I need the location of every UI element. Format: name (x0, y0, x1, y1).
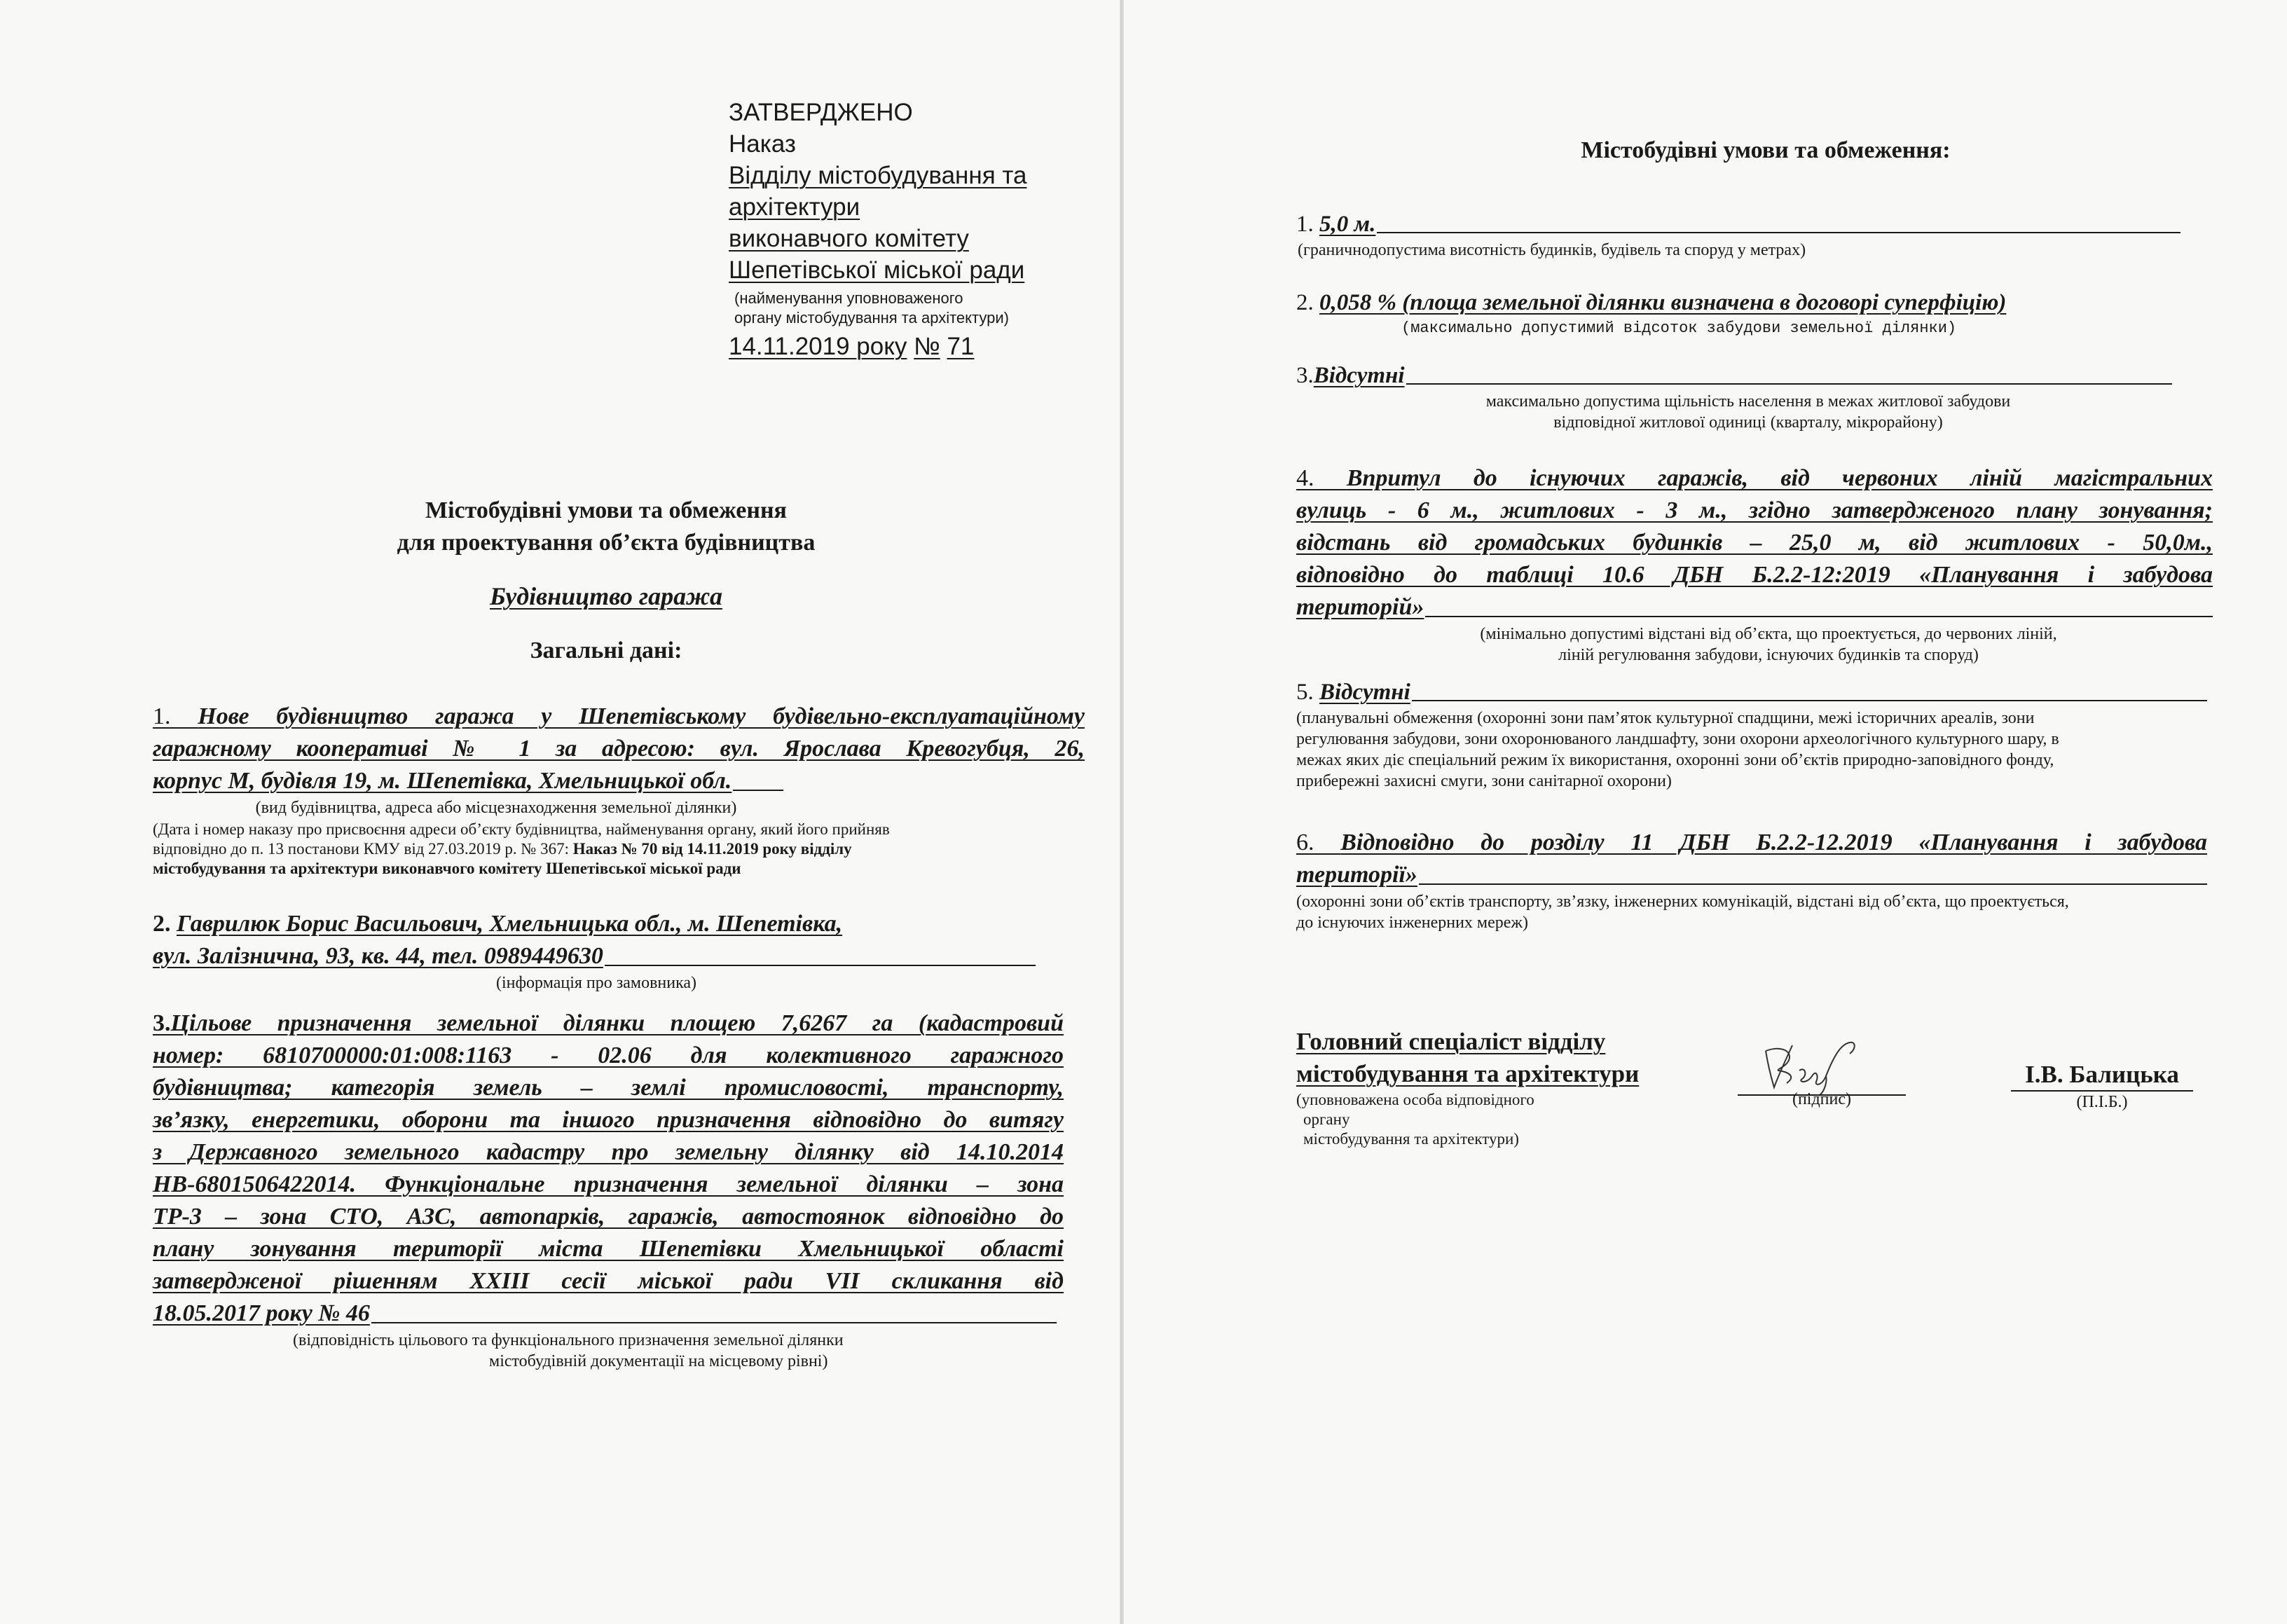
signatory-caption (1296, 1090, 1689, 1149)
right-item6-caption (1296, 891, 2207, 933)
right-item4-number: 4. (1296, 465, 1314, 491)
left-item3-line: ТР-3 – зона СТО, АЗС, автопарків, гаражів, автостоянок відповідно до (153, 1204, 1064, 1230)
left-item1-line1 (153, 701, 1085, 733)
signatory-position-line2: містобудування та архітектури (1296, 1060, 1640, 1087)
right-item6-text2: території» (1296, 862, 1417, 888)
right-item3-caption-line2: відповідної житлової одиниці (кварталу, мікрорайону) (1553, 413, 1943, 432)
right-item-4 (1296, 462, 2213, 666)
left-item3-line: НВ-6801506422014. Функціональне призначення земельної ділянки – зона (153, 1171, 1064, 1197)
right-item4-line2: вулиць - 6 м., житлових - 3 м., згідно затвердженого плану зонування; (1296, 497, 2213, 523)
right-item-2 (1296, 287, 2180, 339)
right-item6-line1 (1296, 827, 2207, 859)
left-item3-caption (153, 1330, 1064, 1372)
left-item1-note-plain: відповідно до п. 13 постанови КМУ від 27.03.2019 р. № 367: (153, 840, 573, 858)
signatory-caption-line1: (уповноважена особа відповідного (1296, 1091, 1534, 1108)
approval-number-label: № (914, 333, 940, 360)
left-item-3 (153, 1007, 1064, 1372)
object-name-block (175, 582, 1037, 611)
left-item1-text1: Нове будівництво гаража у Шепетівському будівельно-експлуатаційному (198, 703, 1085, 729)
approval-caption-line2: органу містобудування та архітектури) (734, 309, 1009, 326)
left-item3-line: будівництва; категорія земель – землі промисловості, транспорту, (153, 1075, 1064, 1101)
left-item3-line (153, 1007, 1064, 1040)
object-name: Будівництво гаража (490, 582, 722, 610)
right-item2-number: 2. (1296, 290, 1314, 315)
left-item3-number: 3. (153, 1010, 171, 1036)
right-item2-caption: (максимально допустимий відсоток забудови земельної ділянки) (1401, 319, 1957, 337)
left-item1-line2: гаражному кооперативі № 1 за адресою: вул. Ярослава Кревогубця, 26, (153, 736, 1085, 762)
right-item1-caption: (граничнодопустима висотність будинків, будівель та споруд у метрах) (1298, 241, 1806, 259)
left-item2-text1: Гаврилюк Борис Васильович, Хмельницька обл., м. Шепетівка, (177, 911, 843, 937)
signature-line (1738, 1030, 1906, 1096)
left-item3-text: Цільове призначення земельної ділянки площею 7,6267 га (кадастровий (170, 1010, 1064, 1036)
left-item3-lines (153, 1007, 1064, 1298)
right-item1-line (1296, 209, 2180, 240)
left-item3-line: номер: 6810700000:01:008:1163 - 02.06 для колективного гаражного (153, 1042, 1064, 1068)
right-item4-caption-line1: (мінімально допустимі відстані від об’єкта, що проектується, до червоних ліній, (1480, 625, 2057, 643)
right-item-5 (1296, 677, 2207, 792)
approval-caption-line1: (найменування уповноваженого (734, 289, 963, 307)
approval-date-line (729, 331, 1079, 362)
left-item1-text3: корпус М, будівля 19, м. Шепетівка, Хмельницької обл. (153, 768, 732, 794)
approval-dept-line1: Відділу містобудування та (729, 162, 1027, 189)
right-item5-caption-line: межах яких діє спеціальний режим їх використання, охоронні зони об’єктів природно-заповідного фонду, (1296, 751, 2054, 769)
right-heading: Містобудівні умови та обмеження: (1581, 137, 1951, 163)
title-line1: Містобудівні умови та обмеження (425, 497, 787, 523)
left-item2-caption: (інформація про замовника) (496, 974, 697, 992)
left-item3-caption-line1: (відповідність цільового та функціонального призначення земельної ділянки (293, 1331, 844, 1349)
right-item3-caption-line1: максимально допустима щільність населення в межах житлової забудови (1485, 392, 2011, 411)
right-item4-text1: Впритул до існуючих гаражів, від червоних ліній магістральних (1346, 465, 2213, 491)
right-item-1 (1296, 209, 2180, 261)
title-line2: для проектування об’єкта будівництва (397, 530, 816, 556)
right-item5-value: Відсутні (1319, 680, 1410, 705)
right-item6-line2 (1296, 859, 2207, 891)
right-item3-number: 3. (1296, 363, 1314, 388)
left-item-2 (153, 908, 1036, 993)
signatory-name-caption: (П.І.Б.) (2076, 1093, 2128, 1111)
right-item6-text1: Відповідно до розділу 11 ДБН Б.2.2-12.2019 «Планування і забудова (1340, 830, 2208, 855)
left-item1-number: 1. (153, 703, 171, 729)
left-item3-last-text: 18.05.2017 року № 46 (153, 1300, 370, 1326)
right-item3-caption (1296, 391, 2172, 433)
left-item3-line: плану зонування території міста Шепетівки Хмельницької області (153, 1236, 1064, 1262)
approval-committee: виконавчого комітету (729, 225, 969, 252)
left-item2-number: 2. (153, 911, 171, 937)
right-item4-caption-line2: ліній регулювання забудови, існуючих будинків та споруд) (1558, 646, 1979, 664)
right-item5-line (1296, 677, 2207, 708)
left-item3-line: затвердженої рішенням XXIII сесії міської ради VII скликання від (153, 1268, 1064, 1294)
right-item4-line5 (1296, 591, 2213, 624)
left-item1-note-line1: (Дата і номер наказу про присвоєння адреси об’єкту будівництва, найменування органу, який його прийняв (153, 820, 890, 838)
approval-number: 71 (947, 333, 975, 360)
left-item1-note-line3: містобудування та архітектури виконавчого комітету Шепетівської міської ради (153, 860, 741, 877)
left-item1-line3 (153, 765, 783, 797)
signatory-name: І.В. Балицька (2011, 1059, 2193, 1092)
right-item1-number: 1. (1296, 212, 1314, 237)
signatory-block (1296, 1026, 1689, 1149)
right-item5-caption-line: прибережні захисні смуги, зони санітарної охорони) (1296, 772, 1672, 790)
approval-dept-line2: архітектури (729, 193, 860, 221)
right-item6-caption-line1: (охоронні зони об’єктів транспорту, зв’язку, інженерних комунікацій, відстані від об’єкта, що проектується, (1296, 893, 2069, 911)
general-heading: Загальні дані: (530, 638, 682, 663)
signatory-caption-line3: містобудування та архітектури) (1303, 1130, 1519, 1148)
document-title (175, 495, 1037, 559)
left-item3-last-line (153, 1298, 1057, 1330)
right-item4-text5: територій» (1296, 594, 1424, 620)
left-item2-line1 (153, 908, 1036, 940)
signatory-position-line1: Головний спеціаліст відділу (1296, 1028, 1606, 1055)
right-item4-line1 (1296, 462, 2213, 495)
left-item3-line: зв’язку, енергетики, оборони та іншого призначення відповідно до витягу (153, 1107, 1064, 1133)
left-item1-note-line2 (153, 839, 1085, 859)
right-item2-line (1296, 287, 2180, 318)
left-item1-caption: (вид будівництва, адреса або місцезнаходження земельної ділянки) (255, 799, 737, 817)
left-item2-line2 (153, 940, 1036, 972)
signatory-name-block (2011, 1059, 2193, 1113)
left-item1-note (153, 820, 1085, 879)
left-item3-line: з Державного земельного кадастру про земельну ділянку від 14.10.2014 (153, 1139, 1064, 1165)
approval-council: Шепетівської міської ради (729, 256, 1025, 284)
right-item3-line (1296, 360, 2172, 391)
right-item4-line4: відповідно до таблиці 10.6 ДБН Б.2.2-12:2019 «Планування і забудова (1296, 562, 2213, 588)
signatory-caption-line2: органу (1303, 1110, 1350, 1128)
right-item4-caption (1296, 624, 2213, 666)
signature-caption: (підпис) (1792, 1090, 1852, 1108)
right-item3-value: Відсутні (1313, 363, 1405, 388)
left-item-1 (153, 701, 1085, 879)
right-item6-caption-line2: до існуючих інженерних мереж) (1296, 914, 1528, 932)
approval-date: 14.11.2019 року (729, 333, 907, 360)
approval-approved: ЗАТВЕРДЖЕНО (729, 99, 913, 126)
right-item5-caption-line: регулювання забудови, зони охоронюваного ландшафту, зони охорони археологічного культурного шару, в (1296, 730, 2059, 748)
right-item-3 (1296, 360, 2172, 433)
right-item1-value: 5,0 м. (1319, 212, 1376, 237)
right-item5-number: 5. (1296, 680, 1314, 705)
right-item6-number: 6. (1296, 830, 1314, 855)
approval-stamp (729, 97, 1079, 362)
right-item5-caption (1296, 708, 2207, 792)
handwritten-signature (1738, 1030, 1906, 1094)
right-item5-caption-line: (планувальні обмеження (охоронні зони пам’яток культурної спадщини, межі історичних ареалів, зони (1296, 709, 2035, 727)
right-item4-line3: відстань від громадських будинків – 25,0 м, від житлових - 50,0м., (1296, 530, 2213, 556)
left-item2-text2: вул. Залізнична, 93, кв. 44, тел. 0989449630 (153, 943, 603, 969)
right-item-6 (1296, 827, 2207, 933)
left-item3-caption-line2: містобудівній документації на місцевому рівні) (489, 1352, 828, 1370)
left-item1-note-bold: Наказ № 70 від 14.11.2019 року відділу (572, 840, 852, 858)
right-item2-value: 0,058 % (площа земельної ділянки визначена в договорі суперфіцію) (1319, 290, 2007, 315)
approval-order: Наказ (729, 130, 796, 158)
approval-caption (729, 289, 1079, 328)
